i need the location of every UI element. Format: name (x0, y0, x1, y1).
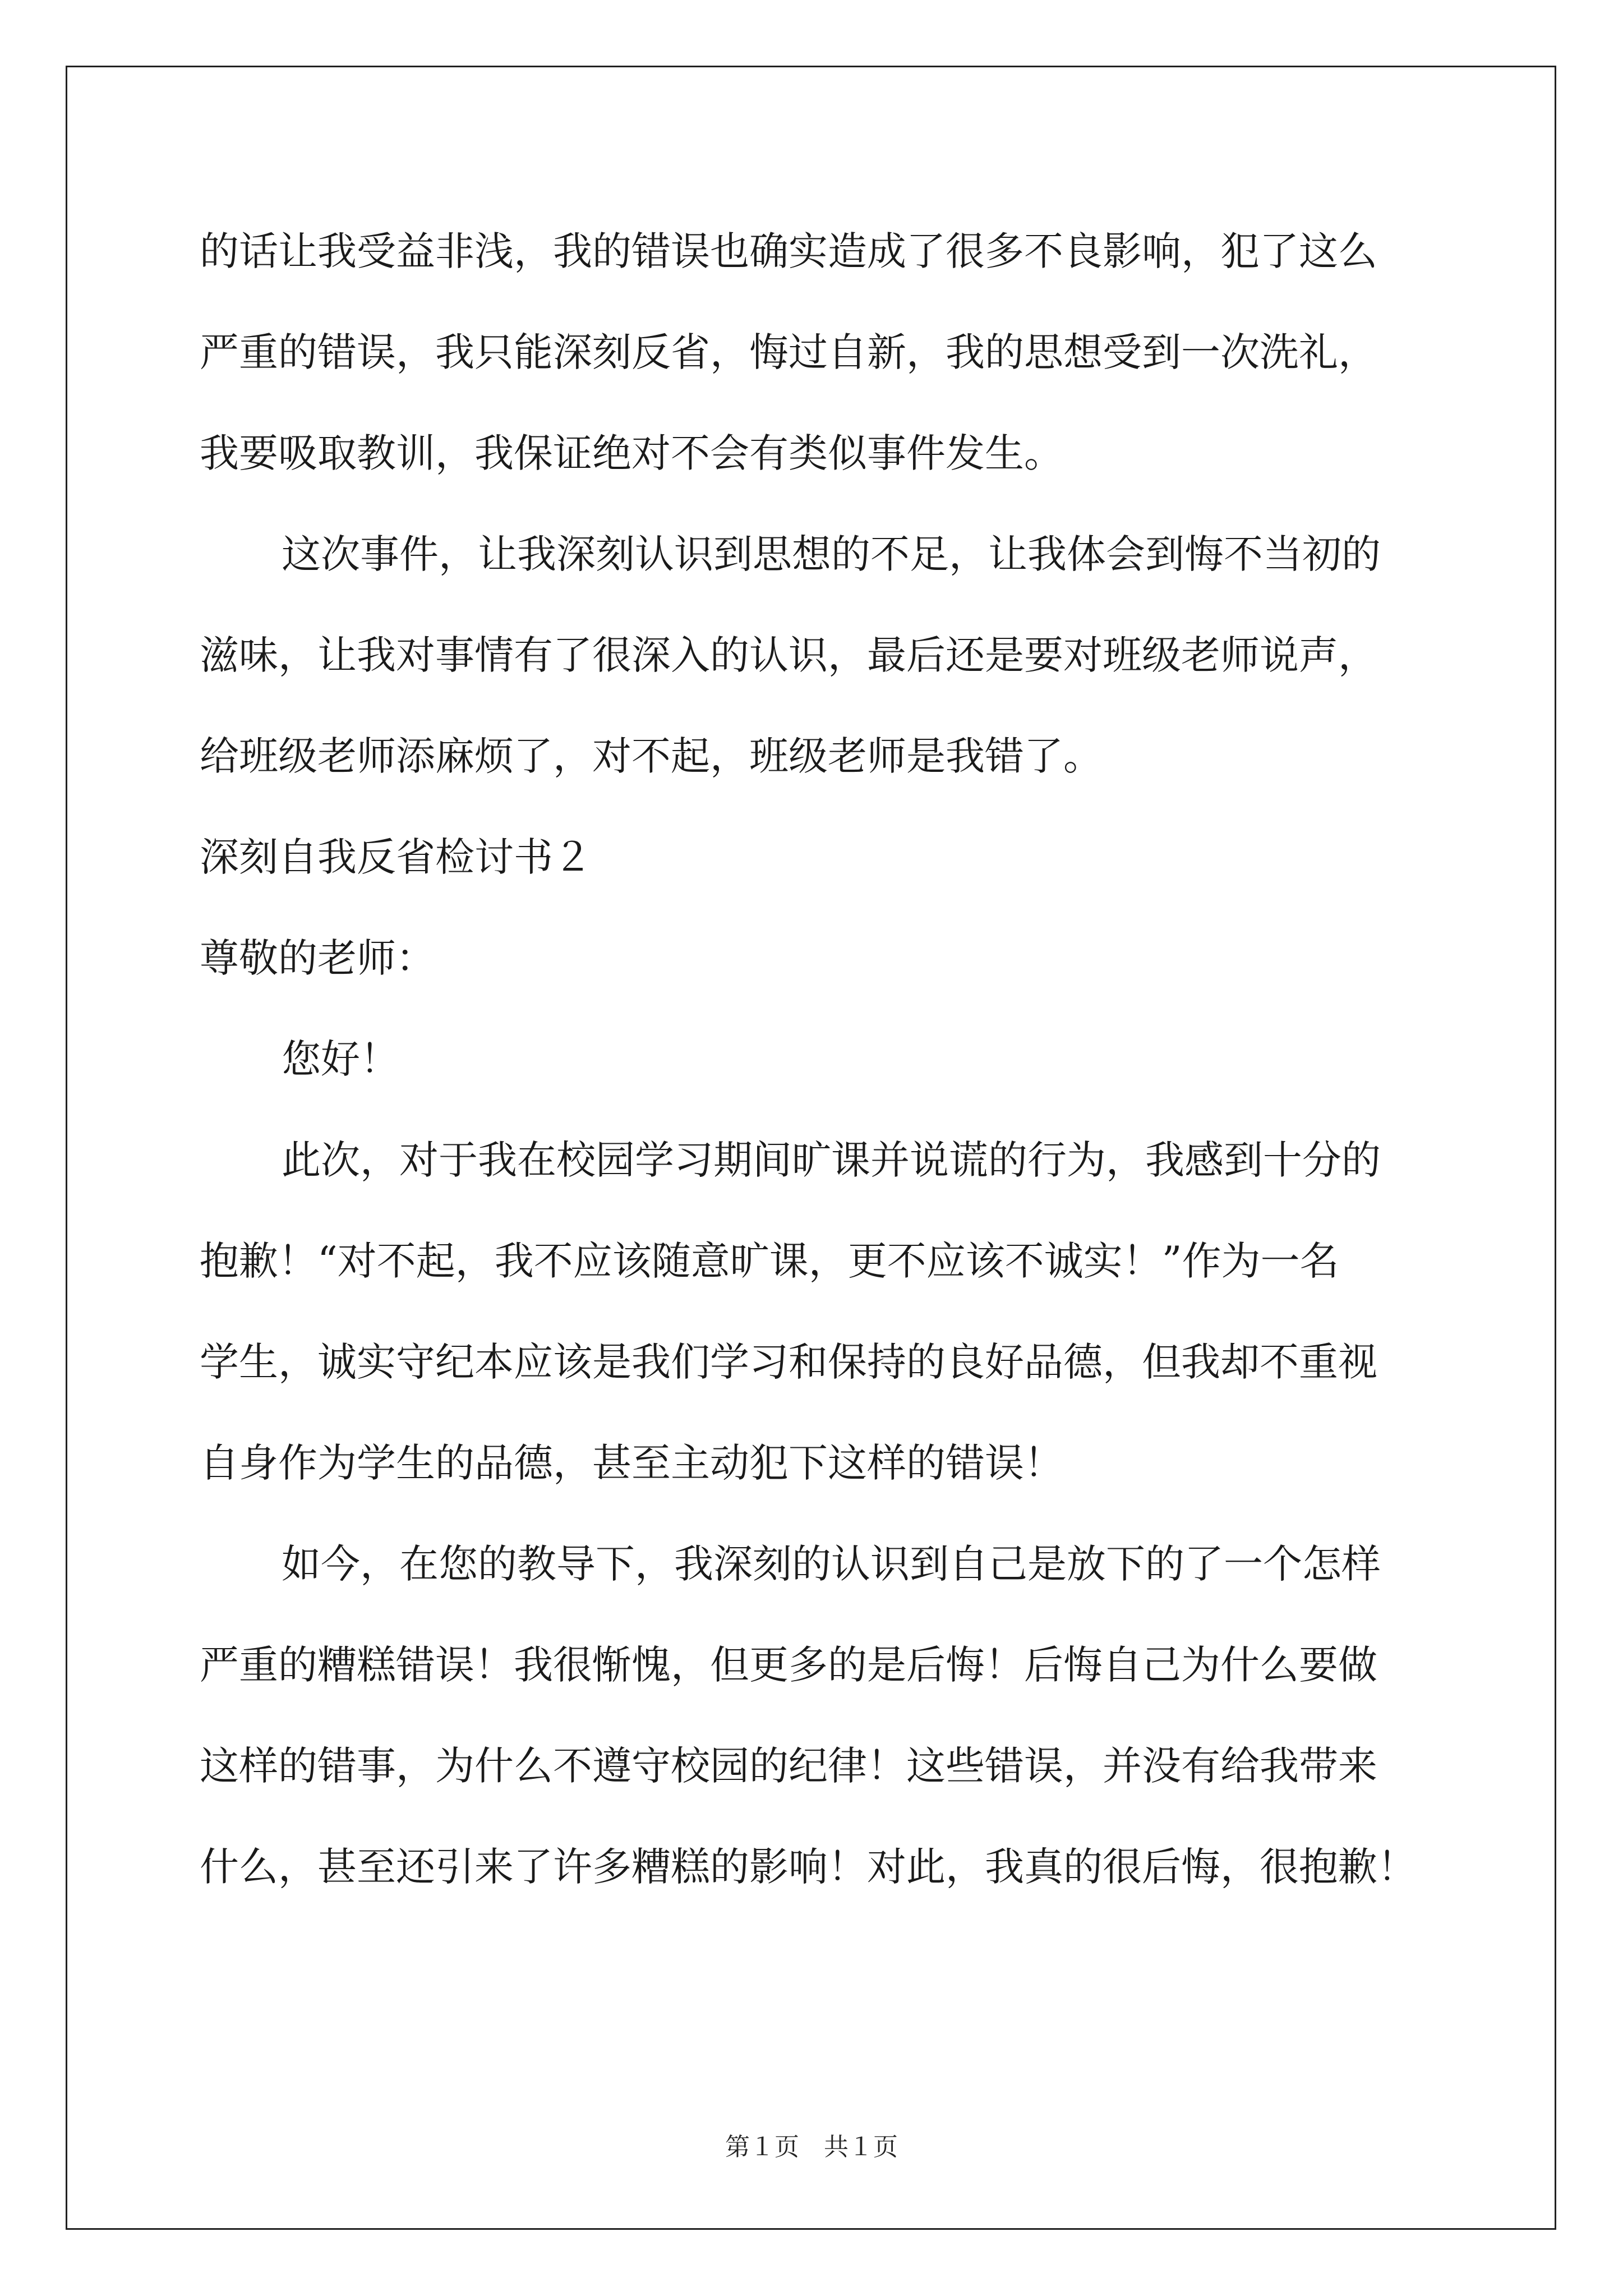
page-footer: 第１页 共１页 (725, 2133, 898, 2161)
text-line: 严重的糟糕错误！我很惭愧，但更多的是后悔！后悔自己为什么要做 (200, 1642, 1377, 1688)
text-line: 自身作为学生的品德，甚至主动犯下这样的错误！ (200, 1440, 1063, 1486)
text-line: 我要吸取教训，我保证绝对不会有类似事件发生。 (200, 430, 1063, 476)
text-line: 这样的错事，为什么不遵守校园的纪律！这些错误，并没有给我带来 (200, 1743, 1377, 1789)
text-line: 的话让我受益非浅，我的错误也确实造成了很多不良影响，犯了这么 (200, 228, 1377, 274)
text-line: 严重的错误，我只能深刻反省，悔过自新，我的思想受到一次洗礼， (200, 329, 1377, 375)
salutation: 尊敬的老师： (200, 935, 435, 981)
text-line: 这次事件，让我深刻认识到思想的不足，让我体会到悔不当初的 (282, 531, 1381, 577)
greeting: 您好！ (282, 1036, 399, 1082)
text-line: 给班级老师添麻烦了，对不起，班级老师是我错了。 (200, 733, 1103, 779)
text-line: 滋味，让我对事情有了很深入的认识，最后还是要对班级老师说声， (200, 632, 1377, 678)
text-line: 如今，在您的教导下，我深刻的认识到自己是放下的了一个怎样 (282, 1541, 1381, 1587)
document-body (200, 218, 1433, 1934)
section-heading: 深刻自我反省检讨书２ (200, 834, 592, 880)
text-line: 此次，对于我在校园学习期间旷课并说谎的行为，我感到十分的 (282, 1137, 1381, 1183)
text-line: 学生，诚实守纪本应该是我们学习和保持的良好品德，但我却不重视 (200, 1339, 1377, 1385)
text-line: 抱歉！“对不起，我不应该随意旷课，更不应该不诚实！”作为一名 (200, 1238, 1339, 1284)
text-line: 什么，甚至还引来了许多糟糕的影响！对此，我真的很后悔，很抱歉！ (200, 1844, 1417, 1890)
